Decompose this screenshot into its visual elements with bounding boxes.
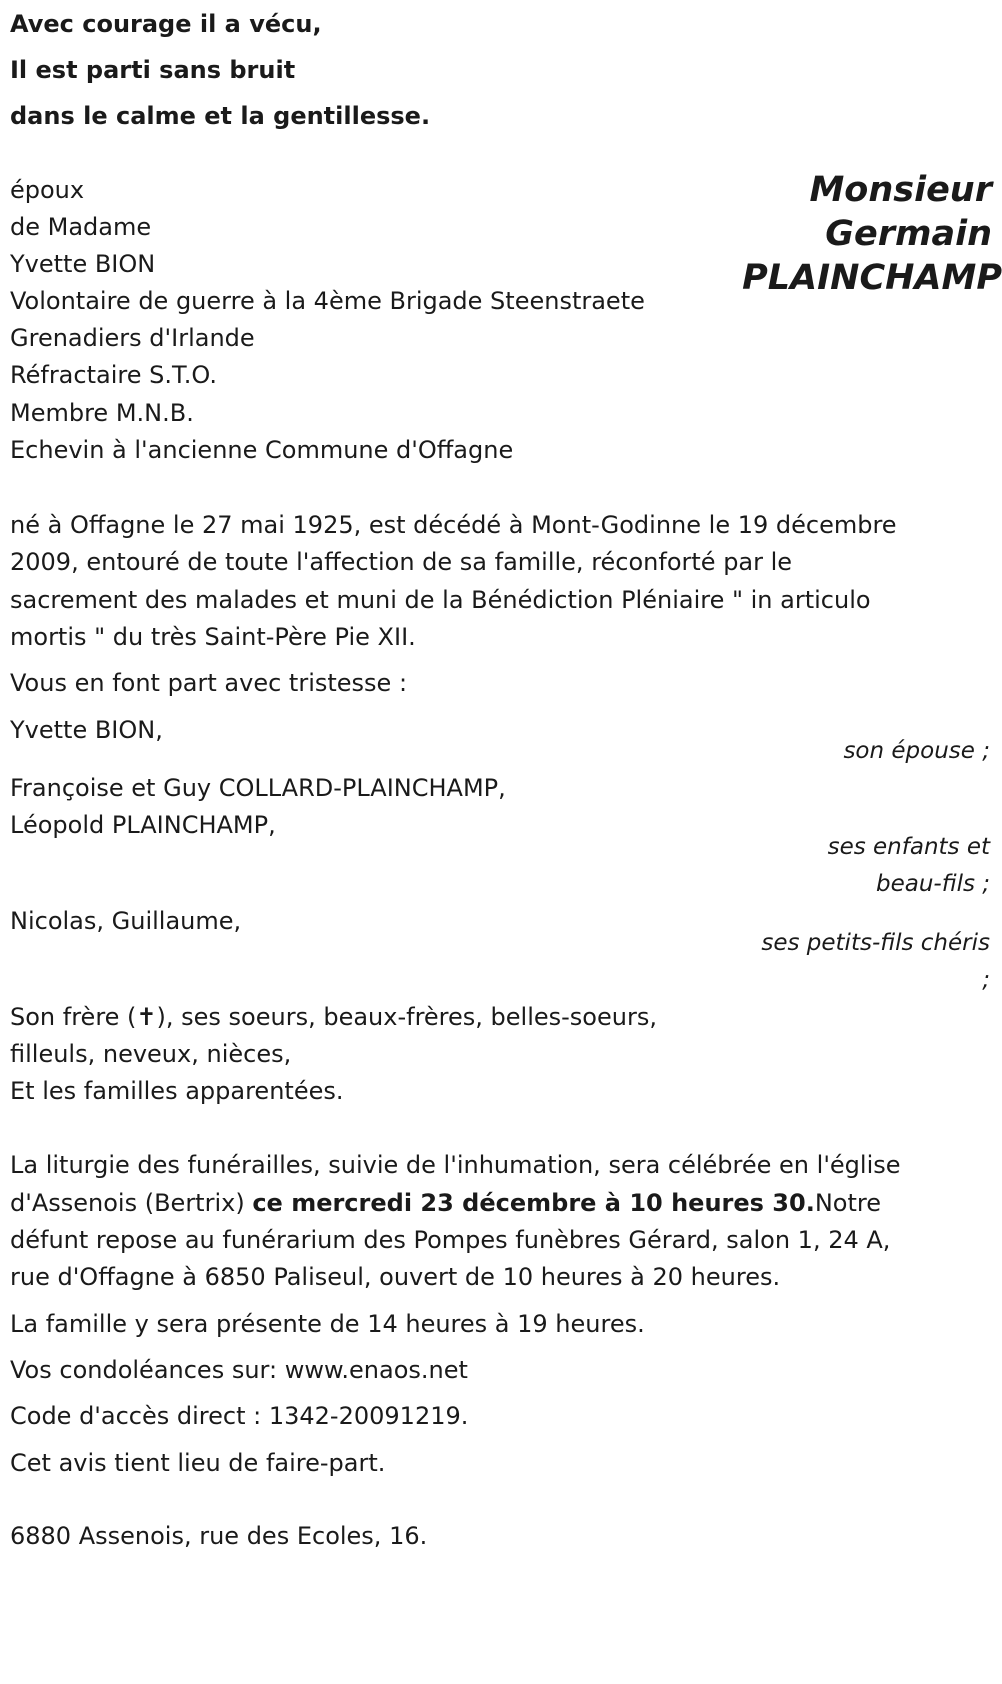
- children-role-1: ses enfants et: [827, 834, 990, 860]
- grandchildren-role-1: ses petits-fils chéris: [761, 930, 990, 956]
- bio-line-6: Réfractaire S.T.O.: [10, 361, 217, 389]
- funeral-line-1: La liturgie des funérailles, suivie de l'inhumation, sera célébrée en l'église: [10, 1151, 901, 1179]
- spouse-role: son épouse ;: [843, 738, 990, 764]
- death-line-2: 2009, entouré de toute l'affection de sa famille, réconforté par le: [10, 548, 793, 576]
- funeral-place: d'Assenois (Bertrix): [10, 1189, 253, 1217]
- bio-line-8: Echevin à l'ancienne Commune d'Offagne: [10, 436, 514, 464]
- child-line-2: Léopold PLAINCHAMP,: [10, 811, 276, 839]
- poem-line-3: dans le calme et la gentillesse.: [10, 102, 431, 130]
- others-line-1: Son frère (✝), ses soeurs, beaux-frères, belles-soeurs,: [10, 1003, 657, 1031]
- bio-line-7: Membre M.N.B.: [10, 399, 194, 427]
- condolences-line: Vos condoléances sur: www.enaos.net: [10, 1356, 468, 1384]
- access-code-line: Code d'accès direct : 1342-20091219.: [10, 1402, 469, 1430]
- bio-line-1: époux: [10, 176, 85, 204]
- name-last: PLAINCHAMP: [742, 258, 1002, 298]
- bio-line-5: Grenadiers d'Irlande: [10, 324, 255, 352]
- death-line-1: né à Offagne le 27 mai 1925, est décédé à Mont-Godinne le 19 décembre: [10, 511, 897, 539]
- child-line-1: Françoise et Guy COLLARD-PLAINCHAMP,: [10, 774, 506, 802]
- name-title: Monsieur: [809, 170, 992, 210]
- announce-line: Vous en font part avec tristesse :: [10, 669, 408, 697]
- bio-line-3: Yvette BION: [10, 250, 156, 278]
- funeral-line-4: rue d'Offagne à 6850 Paliseul, ouvert de 10 heures à 20 heures.: [10, 1263, 781, 1291]
- death-line-4: mortis " du très Saint-Père Pie XII.: [10, 623, 416, 651]
- spouse-name: Yvette BION,: [10, 716, 163, 744]
- poem-line-1: Avec courage il a vécu,: [10, 10, 322, 38]
- grandchildren-role-2: ;: [982, 967, 990, 993]
- funeral-line-3: défunt repose au funérarium des Pompes funèbres Gérard, salon 1, 24 A,: [10, 1226, 891, 1254]
- others-line-2: filleuls, neveux, nièces,: [10, 1040, 292, 1068]
- bio-line-4: Volontaire de guerre à la 4ème Brigade Steenstraete: [10, 287, 645, 315]
- death-line-3: sacrement des malades et muni de la Bénédiction Pléniaire " in articulo: [10, 586, 871, 614]
- closing-line-4: Cet avis tient lieu de faire-part.: [10, 1449, 386, 1477]
- funeral-date: ce mercredi 23 décembre à 10 heures 30.: [252, 1189, 815, 1217]
- bio-line-2: de Madame: [10, 213, 152, 241]
- funeral-line-2: [10, 1185, 881, 1221]
- funeral-line-2-end: Notre: [814, 1189, 881, 1217]
- address-line: 6880 Assenois, rue des Ecoles, 16.: [10, 1522, 428, 1550]
- closing-line-1: La famille y sera présente de 14 heures à 19 heures.: [10, 1310, 645, 1338]
- name-first: Germain: [825, 214, 992, 254]
- others-line-3: Et les familles apparentées.: [10, 1077, 344, 1105]
- grandchildren-name: Nicolas, Guillaume,: [10, 907, 242, 935]
- poem-line-2: Il est parti sans bruit: [10, 56, 296, 84]
- children-role-2: beau-fils ;: [875, 871, 990, 897]
